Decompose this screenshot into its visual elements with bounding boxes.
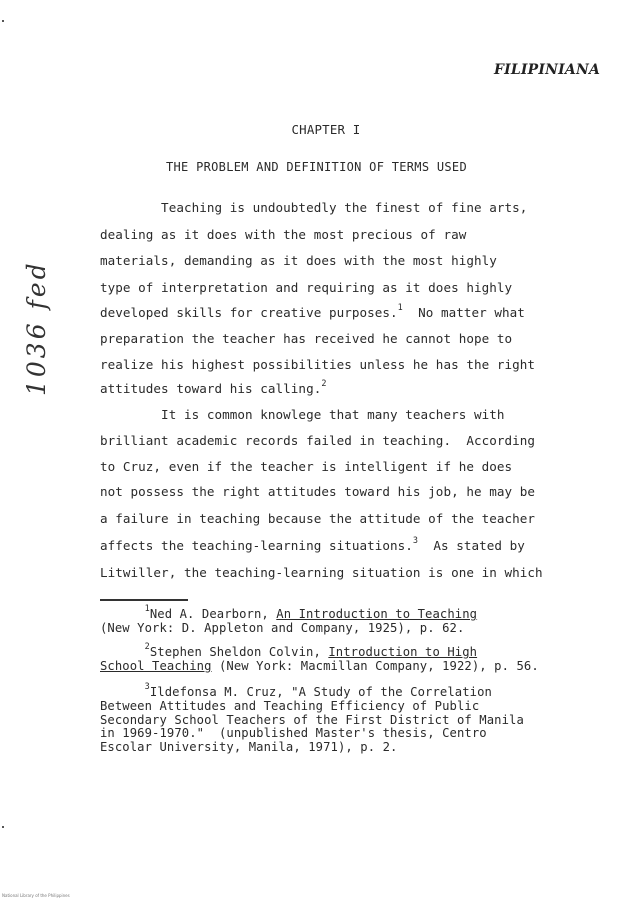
footnote-reference: 2 xyxy=(321,379,327,389)
body-line xyxy=(100,200,527,215)
footnote-text: Secondary School Teachers of the First District of Manila xyxy=(100,712,524,727)
body-line xyxy=(100,331,512,346)
footnote-text: (New York: D. Appleton and Company, 1925), p. 62. xyxy=(100,620,465,635)
footnote-text: Between Attitudes and Teaching Efficiency of Public xyxy=(100,698,480,713)
footnote-book-title: An Introduction to Teaching xyxy=(276,607,478,621)
body-line-text: Teaching is undoubtedly the finest of fine arts, xyxy=(100,200,528,215)
body-line-text: a failure in teaching because the attitude of the teacher xyxy=(100,511,536,526)
body-line-text: No matter what xyxy=(402,305,525,320)
body-line xyxy=(100,305,525,320)
body-line-text: dealing as it does with the most precious of raw xyxy=(100,227,467,242)
footnote-line xyxy=(100,714,524,728)
body-line-text: developed skills for creative purposes. xyxy=(100,305,398,320)
footnote-text: Escolar University, Manila, 1971), p. 2. xyxy=(100,740,398,755)
body-line xyxy=(100,407,505,422)
body-line xyxy=(100,484,535,499)
footnote-line xyxy=(100,700,524,714)
body-line-text: Litwiller, the teaching-learning situation is one in which xyxy=(100,565,543,580)
footnote-number: 1 xyxy=(144,604,150,614)
footnote-line xyxy=(100,660,539,674)
footnote-rule xyxy=(100,599,188,601)
footnote-reference: 1 xyxy=(397,303,403,313)
filipiniana-stamp: FILIPINIANA xyxy=(494,62,601,78)
footnote-line xyxy=(100,604,478,622)
chapter-heading: CHAPTER I xyxy=(291,122,361,137)
body-line-text: to Cruz, even if the teacher is intelligent if he does xyxy=(100,459,513,474)
body-line-text: not possess the right attitudes toward his job, he may be xyxy=(100,484,536,499)
body-line xyxy=(100,357,535,372)
footnote-text: Stephen Sheldon Colvin, xyxy=(149,645,329,659)
footnote-line xyxy=(100,622,477,636)
body-line xyxy=(100,511,535,526)
body-line-text: As stated by xyxy=(418,538,525,553)
body-line-text: realize his highest possibilities unless he has the right xyxy=(100,357,536,372)
footnote-number: 3 xyxy=(144,682,150,692)
body-line-text: It is common knowlege that many teachers with xyxy=(100,407,505,422)
footnote-number: 2 xyxy=(144,642,150,652)
body-line-text: materials, demanding as it does with the most highly xyxy=(100,253,497,268)
footnote-book-title: Introduction to High xyxy=(328,645,478,659)
scan-speck xyxy=(2,20,4,22)
body-line-text: preparation the teacher has received he cannot hope to xyxy=(100,331,513,346)
handwritten-margin-note: 1036 fed xyxy=(22,260,51,396)
footnote xyxy=(100,682,524,755)
body-line xyxy=(100,538,525,553)
footnote-line xyxy=(100,727,524,741)
footnote-text: Ned A. Dearborn, xyxy=(149,607,277,621)
footnote-book-title: School Teaching xyxy=(100,658,212,673)
footnote-line xyxy=(100,682,524,700)
footnote xyxy=(100,604,478,636)
body-line xyxy=(100,253,497,268)
footnote-line xyxy=(100,642,539,660)
footnote-line xyxy=(100,741,524,755)
body-line-text: brilliant academic records failed in teaching. According xyxy=(100,433,536,448)
scan-source-footer: National Library of the Philippines xyxy=(2,893,70,898)
body-line xyxy=(100,565,543,580)
footnote-text: Ildefonsa M. Cruz, "A Study of the Correlation xyxy=(149,685,492,699)
scan-speck xyxy=(2,826,4,828)
body-line xyxy=(100,459,512,474)
body-line-text: affects the teaching-learning situations. xyxy=(100,538,413,553)
body-line xyxy=(100,280,512,295)
body-line xyxy=(100,381,327,396)
footnote xyxy=(100,642,539,674)
body-line-text: type of interpretation and requiring as it does highly xyxy=(100,280,513,295)
footnote-text: in 1969-1970." (unpublished Master's thesis, Centro xyxy=(100,726,487,741)
body-line xyxy=(100,227,466,242)
body-line xyxy=(100,433,535,448)
body-line-text: attitudes toward his calling. xyxy=(100,381,322,396)
footnote-text: (New York: Macmillan Company, 1922), p. 56. xyxy=(211,658,539,673)
chapter-title: THE PROBLEM AND DEFINITION OF TERMS USED xyxy=(166,160,467,174)
footnote-reference: 3 xyxy=(412,536,419,546)
